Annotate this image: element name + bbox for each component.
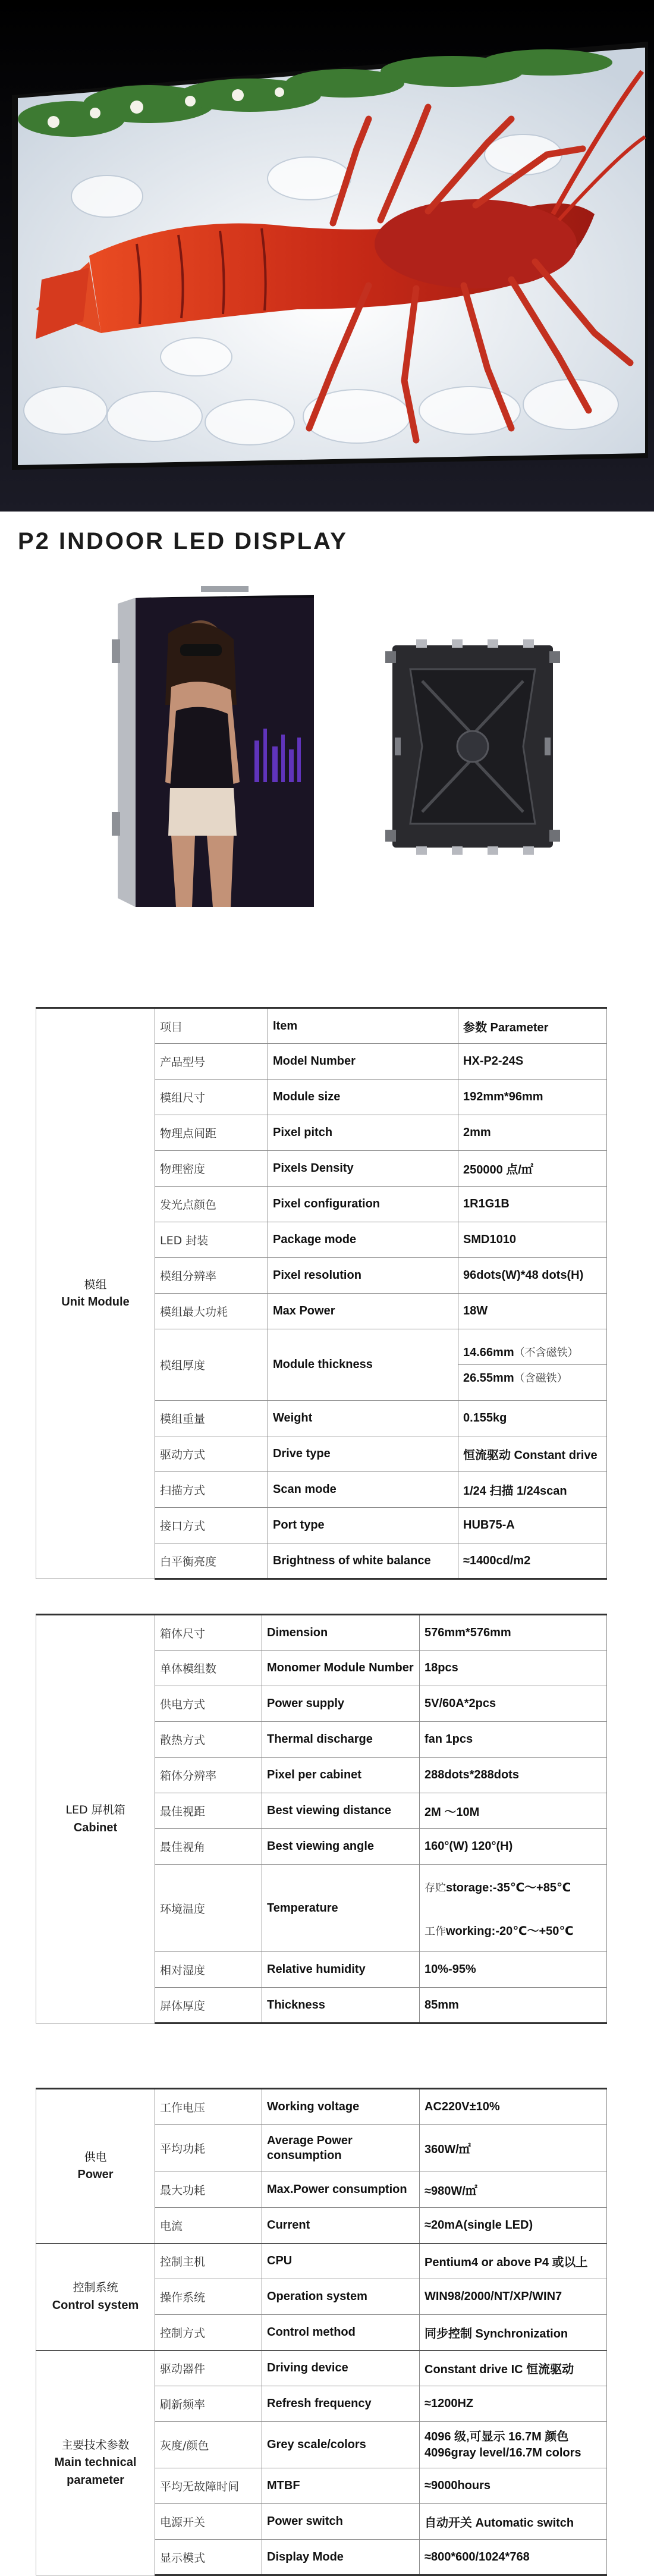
row-value: 恒流驱动 Constant drive [458, 1436, 607, 1472]
technical-spec-table [36, 2088, 607, 2576]
value: 4096gray level/16.7M colors [425, 2446, 581, 2459]
row-label-en: Drive type [268, 1436, 458, 1472]
control-system-group: 控制系统 Control system [36, 2244, 155, 2351]
row-label-en: Item [268, 1008, 458, 1044]
row-label-en: Refresh frequency [262, 2386, 420, 2422]
value: working:-20℃～+50℃ [446, 1925, 574, 1938]
row-value: 18pcs [420, 1651, 607, 1686]
hero-led-display-photo [0, 0, 654, 512]
row-label-cn: 扫描方式 [155, 1472, 268, 1508]
cabinet-group: LED 屏机箱 Cabinet [36, 1615, 155, 2023]
row-label-cn: 控制方式 [155, 2315, 262, 2351]
row-label-en: Control method [262, 2315, 420, 2351]
row-label-en: MTBF [262, 2468, 420, 2504]
row-label-cn: 平均无故障时间 [155, 2468, 262, 2504]
row-label-cn: 模组分辨率 [155, 1258, 268, 1294]
row-label-cn: LED 封装 [155, 1222, 268, 1258]
row-label-cn: 相对湿度 [155, 1952, 262, 1988]
row-label-en: Average Power consumption [262, 2125, 420, 2172]
row-label-en: Brightness of white balance [268, 1543, 458, 1579]
row-value: ≈800*600/1024*768 [420, 2540, 607, 2575]
row-label-en: Operation system [262, 2279, 420, 2315]
row-label-en: Best viewing distance [262, 1793, 420, 1829]
unit-module-group: 模组 Unit Module [36, 1008, 155, 1579]
row-value: ≈1400cd/m2 [458, 1543, 607, 1579]
row-label-cn: 箱体尺寸 [155, 1615, 262, 1651]
row-label-cn: 接口方式 [155, 1508, 268, 1543]
row-label-en: Weight [268, 1401, 458, 1436]
row-value: 360W/㎡ [420, 2125, 607, 2172]
row-value: Pentium4 or above P4 或以上 [420, 2244, 607, 2279]
cabinet-back-photo [381, 633, 565, 865]
row-label-cn: 单体模组数 [155, 1651, 262, 1686]
row-label-en: Pixels Density [268, 1151, 458, 1187]
row-value: 0.155kg [458, 1401, 607, 1436]
value-note: （不含磁铁） [514, 1347, 578, 1359]
row-label-en: Scan mode [268, 1472, 458, 1508]
main-technical-group: 主要技术参数 Main technical parameter [36, 2351, 155, 2575]
row-label-en: Driving device [262, 2351, 420, 2386]
row-value: 96dots(W)*48 dots(H) [458, 1258, 607, 1294]
row-value: HX-P2-24S [458, 1044, 607, 1080]
row-label-cn: 电源开关 [155, 2504, 262, 2540]
row-label-cn: 项目 [155, 1008, 268, 1044]
value-note: 工作 [425, 1925, 446, 1938]
row-label-en: Port type [268, 1508, 458, 1543]
row-label-en: Pixel configuration [268, 1187, 458, 1222]
row-label-en: Monomer Module Number [262, 1651, 420, 1686]
row-label-cn: 驱动方式 [155, 1436, 268, 1472]
row-label-cn: 模组厚度 [155, 1329, 268, 1401]
row-value: ≈9000hours [420, 2468, 607, 2504]
row-value: 85mm [420, 1988, 607, 2023]
row-label-en: Module size [268, 1080, 458, 1115]
row-label-cn: 刷新频率 [155, 2386, 262, 2422]
row-label-cn: 环境温度 [155, 1865, 262, 1952]
row-label-en: Pixel resolution [268, 1258, 458, 1294]
row-value: 同步控制 Synchronization [420, 2315, 607, 2351]
row-value: AC220V±10% [420, 2089, 607, 2125]
row-value: ≈20mA(single LED) [420, 2208, 607, 2244]
row-value: ≈1200HZ [420, 2386, 607, 2422]
page-title: P2 INDOOR LED DISPLAY [18, 528, 348, 554]
row-label-cn: 物理密度 [155, 1151, 268, 1187]
row-label-cn: 供电方式 [155, 1686, 262, 1722]
row-value: 参数 Parameter [458, 1008, 607, 1044]
value-note: 存贮 [425, 1882, 446, 1894]
cabinet-front-photo [112, 586, 320, 919]
row-value: Constant drive IC 恒流驱动 [420, 2351, 607, 2386]
row-label-en: Dimension [262, 1615, 420, 1651]
row-label-en: Thermal discharge [262, 1722, 420, 1758]
row-value-split [420, 1865, 607, 1952]
row-value: 2M ～10M [420, 1793, 607, 1829]
row-label-en: Pixel per cabinet [262, 1758, 420, 1793]
row-label-cn: 操作系统 [155, 2279, 262, 2315]
row-value: 160°(W) 120°(H) [420, 1829, 607, 1865]
row-label-cn: 驱动器件 [155, 2351, 262, 2386]
row-label-en: Module thickness [268, 1329, 458, 1401]
row-value: 250000 点/㎡ [458, 1151, 607, 1187]
row-label-en: Temperature [262, 1865, 420, 1952]
row-value: 2mm [458, 1115, 607, 1151]
row-value: 10%-95% [420, 1952, 607, 1988]
value: storage:-35℃～+85℃ [446, 1881, 571, 1894]
value-note: （含磁铁） [514, 1372, 568, 1385]
row-label-cn: 物理点间距 [155, 1115, 268, 1151]
row-value: 18W [458, 1294, 607, 1329]
row-label-cn: 白平衡亮度 [155, 1543, 268, 1579]
row-label-cn: 平均功耗 [155, 2125, 262, 2172]
row-label-en: Model Number [268, 1044, 458, 1080]
row-label-en: Display Mode [262, 2540, 420, 2575]
row-label-cn: 显示模式 [155, 2540, 262, 2575]
row-label-cn: 最佳视距 [155, 1793, 262, 1829]
row-label-en: Best viewing angle [262, 1829, 420, 1865]
row-value-split [458, 1329, 607, 1401]
value: 4096 级,可显示 16.7M 颜色 [425, 2430, 569, 2443]
row-label-en: Grey scale/colors [262, 2422, 420, 2468]
row-label-cn: 屏体厚度 [155, 1988, 262, 2023]
row-label-cn: 产品型号 [155, 1044, 268, 1080]
row-label-cn: 箱体分辨率 [155, 1758, 262, 1793]
row-value: 1/24 扫描 1/24scan [458, 1472, 607, 1508]
power-group: 供电 Power [36, 2089, 155, 2244]
row-value: 192mm*96mm [458, 1080, 607, 1115]
row-label-en: Working voltage [262, 2089, 420, 2125]
row-value: 自动开关 Automatic switch [420, 2504, 607, 2540]
row-value: SMD1010 [458, 1222, 607, 1258]
row-label-en: Relative humidity [262, 1952, 420, 1988]
row-label-en: Power switch [262, 2504, 420, 2540]
row-label-en: CPU [262, 2244, 420, 2279]
row-label-cn: 最大功耗 [155, 2172, 262, 2208]
row-value: 1R1G1B [458, 1187, 607, 1222]
row-value: 288dots*288dots [420, 1758, 607, 1793]
row-value: fan 1pcs [420, 1722, 607, 1758]
row-value: HUB75-A [458, 1508, 607, 1543]
row-label-en: Power supply [262, 1686, 420, 1722]
row-value: 5V/60A*2pcs [420, 1686, 607, 1722]
cabinet-spec-table [36, 1614, 607, 2024]
row-value: ≈980W/㎡ [420, 2172, 607, 2208]
row-label-cn: 最佳视角 [155, 1829, 262, 1865]
row-label-cn: 模组尺寸 [155, 1080, 268, 1115]
row-label-en: Pixel pitch [268, 1115, 458, 1151]
row-label-cn: 模组最大功耗 [155, 1294, 268, 1329]
row-label-en: Current [262, 2208, 420, 2244]
row-label-cn: 模组重量 [155, 1401, 268, 1436]
row-label-en: Package mode [268, 1222, 458, 1258]
unit-module-spec-table [36, 1007, 607, 1580]
row-label-en: Max.Power consumption [262, 2172, 420, 2208]
row-label-cn: 灰度/颜色 [155, 2422, 262, 2468]
lobster-on-ice-illustration [0, 0, 654, 512]
row-label-cn: 工作电压 [155, 2089, 262, 2125]
row-label-cn: 电流 [155, 2208, 262, 2244]
value: 14.66mm [463, 1346, 514, 1359]
row-label-cn: 散热方式 [155, 1722, 262, 1758]
row-value-split [420, 2422, 607, 2468]
row-label-cn: 控制主机 [155, 2244, 262, 2279]
row-label-en: Thickness [262, 1988, 420, 2023]
row-value: WIN98/2000/NT/XP/WIN7 [420, 2279, 607, 2315]
row-label-en: Max Power [268, 1294, 458, 1329]
row-value: 576mm*576mm [420, 1615, 607, 1651]
row-label-cn: 发光点颜色 [155, 1187, 268, 1222]
value: 26.55mm [463, 1372, 514, 1385]
